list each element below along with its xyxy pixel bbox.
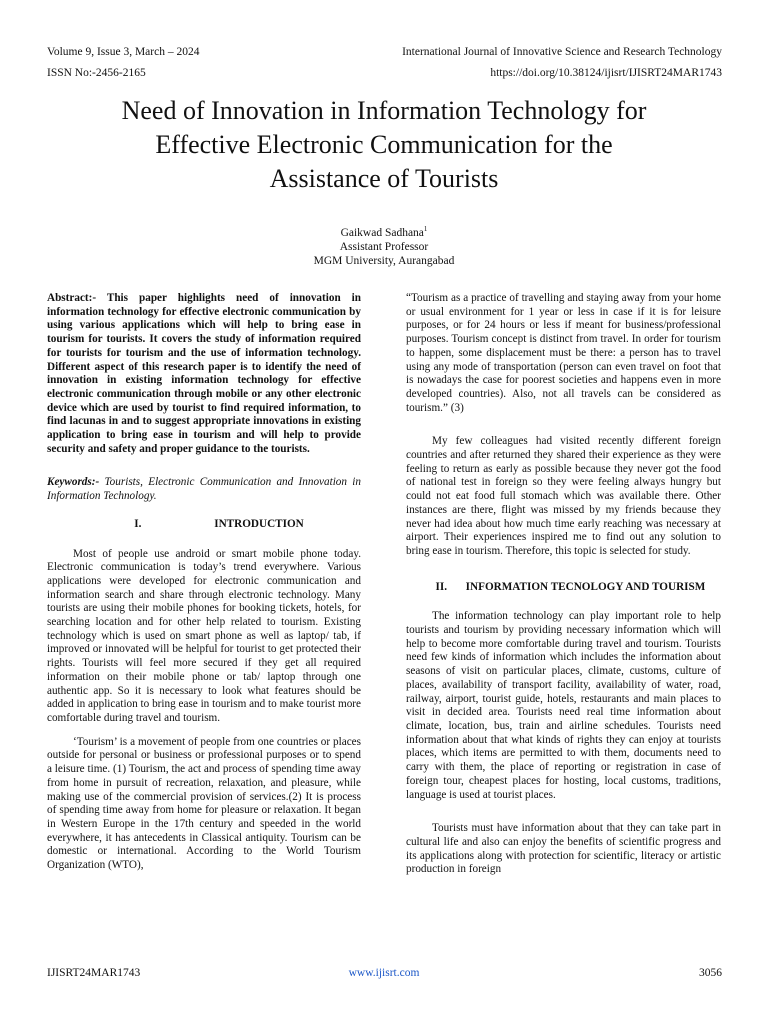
keywords-text: Tourists, Electronic Communication and Innovation in Information Technology. [47,476,361,503]
colleagues-paragraph: My few colleagues had visited recently different foreign countries and after returned they shared their experience as they were feeling to return as early as possible because they never got the food of national test in foreign so they were feeling always hungry but could not eat food full stomach which was available there. Other instances are there, flight was missed by my friends because they never had idea about how much time early reaching was necessary at airport. Their experiences inspired me to find out any solution to bring ease in tourism. Therefore, this topic is selected for study. [406,435,721,557]
author-block [0,222,768,268]
section-number: I. [134,517,142,530]
author-name-line [0,222,768,240]
author-affiliation: MGM University, Aurangabad [313,254,455,267]
author-role: Assistant Professor [339,240,429,253]
abstract: Abstract:- This paper highlights need of innovation in information technology for effective electronic communication by using various applications which will help to bring ease in tourism for tourists. It covers the study of information required for tourists for tourism and the use of information technology. Different aspect of this research paper is to identify the need of innovation in existing information technology for effective electronic communication through mobile or any other electronic device which are used by tourist to find required information, to find lacunas in and to suggest appropriate innovations in existing application to bring ease in tourism and will help to provide security and safety and proper guidance to the tourists. [47,292,361,455]
title-line-3: Assistance of Tourists [269,164,499,193]
quote-paragraph: “Tourism as a practice of travelling and staying away from your home or usual environment for 1 year or less in case if it is for leisure purposes, or for 24 hours or less if meant for business/professional purposes. Tourism concept is distinct from travel. In order for tourism to happen, some displacement must be there: a person has to travel using any mode of transportation (person can even travel on foot that is nowadays the case for poorest societies and happens even in more developed countries). Also, not all travels can be considered as tourism.” (3) [406,292,721,414]
section-title: INFORMATION TECNOLOGY AND TOURISM [465,580,706,593]
section-number: II. [435,580,448,593]
it-paragraph-2: Tourists must have information about that they can take part in cultural life and also can enjoy the benefits of scientific progress and its applications along with protection for scientific, literacy or artistic production in foreign [406,822,721,876]
left-column [47,292,361,883]
title-line-1: Need of Innovation in Information Technology for [121,96,647,125]
section-heading-introduction [47,518,361,532]
section-title: INTRODUCTION [214,517,304,530]
issn: ISSN No:-2456-2165 [47,67,146,79]
page-number: 3056 [699,967,722,979]
footer-code: IJISRT24MAR1743 [47,967,141,979]
doi-link[interactable]: https://doi.org/10.38124/ijisrt/IJISRT24MAR1743 [490,67,722,79]
intro-paragraph-1: Most of people use android or smart mobile phone today. Electronic communication is today’s trend everywhere. Various applications were developed for electronic communication and information search and share through electronic technology. Many tourists are using their mobile phones for booking tickets, hotels, for searching location and for other help related to tourism. Existing technology which is used on smart phone as well as laptop/ tab, if improved or innovated will be helpful for tourist to get protected their rights. Tourists will feel more secured if they get all required information on their mobile phone or tab/ laptop through one authentic app. So it is necessary to look what features should be added in application to bring ease in tourism and to make tourist more comfortable during travel and tourism. [47,547,361,724]
author-superscript: 1 [423,225,428,233]
volume-info: Volume 9, Issue 3, March – 2024 [47,46,200,58]
author-name: Gaikwad Sadhana [340,226,424,239]
intro-paragraph-2: ‘Tourism’ is a movement of people from one countries or places outside for personal or business or professional purposes or to spend a leisure time. (1) Tourism, the act and process of spending time away from home in pursuit of recreation, relaxation, and pleasure, while making use of the commercial provision of services.(2) It is process of spending time away from home for pleasure or relaxation. It began in Western Europe in the 17th century and speeded in the world everywhere, it has antecedents in Classical antiquity. Tourism can be domestic or international. According to the World Tourism Organization (WTO), [47,735,361,872]
title-line-2: Effective Electronic Communication for the [155,130,613,159]
journal-name: International Journal of Innovative Science and Research Technology [402,46,722,58]
footer-site-link[interactable]: www.ijisrt.com [348,967,420,979]
paper-title [40,94,728,196]
keywords-label: Keywords:- [47,476,100,489]
right-column [406,292,721,887]
section-heading-it-tourism [406,581,721,595]
keywords [47,476,361,503]
it-paragraph-1: The information technology can play important role to help tourists and tourism by providing necessary information which will help to become more comfortable during travel and tourism. Tourists need few kinds of information which includes the information about seasons of visit on particular places, climate, customs, culture of places, availability of transport facility, availability of water, road, railway, airport, tourist guide, hotels, restaurants and main places to visit in decided area. Tourists need real time information about climate, location, bus, train and airline schedules. Tourists need information about that what kinds of rights they can enjoy at tourists places, which items are permitted to with them, documents need to carry with them, the place of reporting or registration in case of foreign tour, cheapest places for hosting, local customs, traditions, language is used at tourist places. [406,610,721,801]
